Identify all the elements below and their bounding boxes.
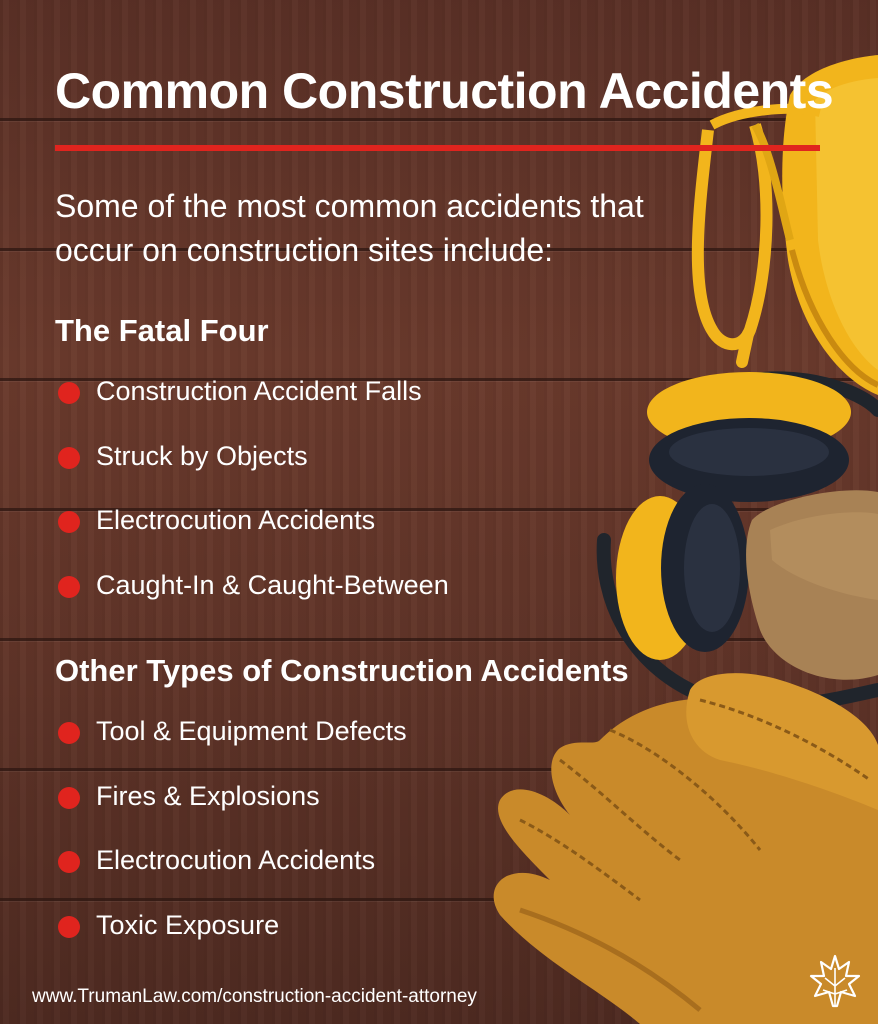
footer-url[interactable]: www.TrumanLaw.com/construction-accident-attorney [32,986,477,1007]
bullet-icon [58,447,80,469]
work-boot-icon [746,490,878,679]
list-item-label: Toxic Exposure [96,909,280,940]
section-heading-fatal-four: The Fatal Four [55,313,269,348]
bullet-icon [58,576,80,598]
bullet-icon [58,382,80,404]
list-item-label: Electrocution Accidents [96,505,376,535]
list-item-label: Construction Accident Falls [96,376,422,406]
intro-text: Some of the most common accidents that occur on construction sites include: [55,188,644,268]
list-item-label: Electrocution Accidents [96,845,376,875]
bullet-icon [58,851,80,873]
bullet-icon [58,787,80,809]
bullet-icon [58,916,80,938]
list-item-label: Fires & Explosions [96,780,320,811]
title-underline [55,145,820,151]
bullet-icon [58,511,80,533]
section-heading-other-types: Other Types of Construction Accidents [55,653,629,688]
list-item-label: Tool & Equipment Defects [96,716,407,746]
maple-leaf-logo-icon [806,952,864,1010]
page-title: Common Construction Accidents [55,63,834,119]
list-item-label: Caught-In & Caught-Between [96,569,449,600]
list-item-label: Struck by Objects [96,440,308,471]
bullet-icon [58,722,80,744]
